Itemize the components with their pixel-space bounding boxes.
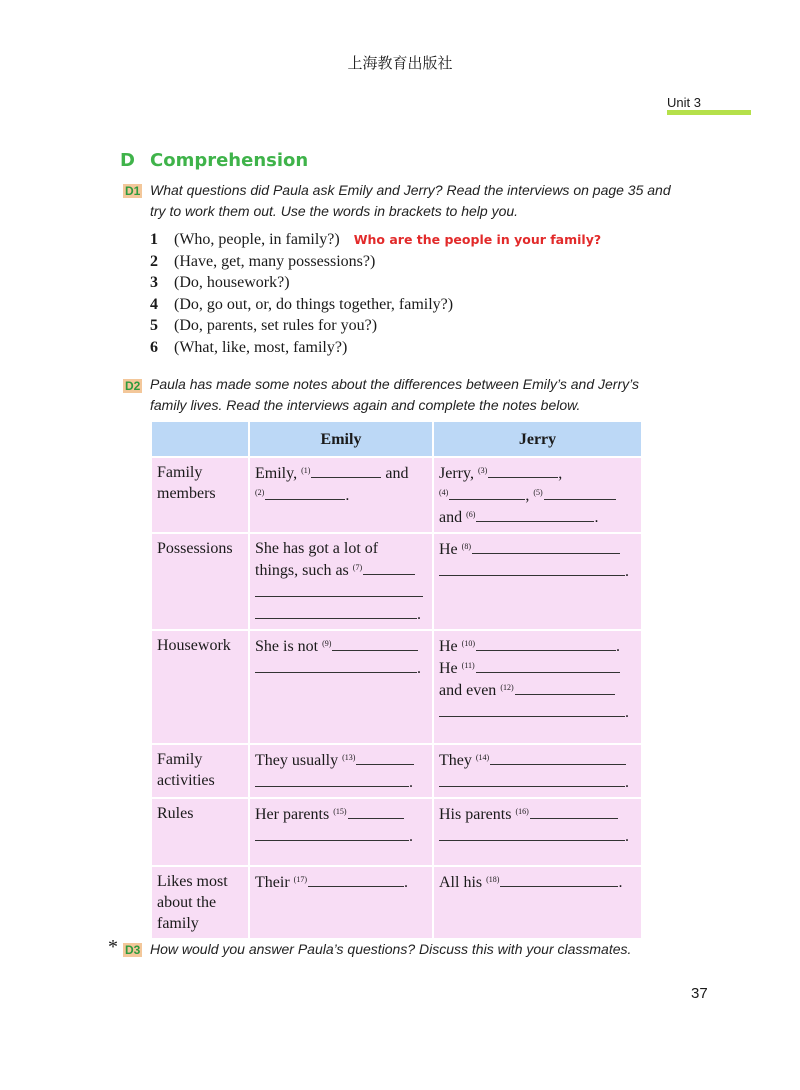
blank-7-continued[interactable] bbox=[255, 581, 423, 597]
header-jerry: Jerry bbox=[434, 422, 641, 456]
d2-tag: D2 bbox=[125, 379, 141, 393]
jerry-rules-cell: His parents $^{(16)}$ . bbox=[434, 799, 641, 865]
unit-label: Unit 3 bbox=[667, 95, 701, 110]
blank-12-continued[interactable] bbox=[439, 701, 625, 717]
emily-rules-cell: Her parents $^{(15)}$ . bbox=[250, 799, 432, 865]
question-number: 1 bbox=[150, 231, 158, 248]
emily-activities-cell: They usually $^{(13)}$ . bbox=[250, 745, 432, 797]
section-letter: D bbox=[120, 150, 135, 171]
emily-possessions-cell: She has got a lot of things, such as $^{(7)}$ . bbox=[250, 534, 432, 629]
d3-instruction: How would you answer Paula’s questions? Discuss this with your classmates. bbox=[150, 941, 632, 957]
blank-13-continued[interactable] bbox=[255, 771, 409, 787]
blank-16[interactable] bbox=[530, 803, 618, 819]
row-label-possessions: Possessions bbox=[152, 534, 248, 629]
question-text: (What, like, most, family?) bbox=[174, 338, 348, 356]
question-number: 5 bbox=[150, 317, 158, 334]
question-text: (Do, parents, set rules for you?) bbox=[174, 317, 378, 334]
question-number: 6 bbox=[150, 338, 158, 356]
header-emily: Emily bbox=[250, 422, 432, 456]
blank-16-continued[interactable] bbox=[439, 825, 625, 841]
question-list bbox=[150, 229, 601, 358]
table-row bbox=[152, 799, 641, 865]
table-row bbox=[152, 534, 641, 629]
table-row bbox=[152, 458, 641, 532]
blank-7[interactable] bbox=[363, 559, 415, 575]
blank-1[interactable] bbox=[311, 462, 381, 478]
blank-14-continued[interactable] bbox=[439, 771, 625, 787]
emily-family-members-cell: Emily, $^{(1)}$ and $^{(2)}$ . bbox=[250, 458, 432, 532]
d1-instruction-line2: try to work them out. Use the words in brackets to help you. bbox=[150, 203, 519, 219]
row-label-likes-most: Likes most about the family bbox=[152, 867, 248, 938]
blank-15-continued[interactable] bbox=[255, 825, 409, 841]
table-header-row bbox=[152, 422, 641, 456]
d2-instruction-line2: family lives. Read the interviews again and complete the notes below. bbox=[150, 397, 581, 413]
question-item bbox=[150, 294, 601, 316]
d2-instruction-line1: Paula has made some notes about the differences between Emily’s and Jerry’s bbox=[150, 376, 639, 392]
question-item bbox=[150, 251, 601, 273]
row-label-rules: Rules bbox=[152, 799, 248, 865]
d3-tag: D3 bbox=[125, 943, 141, 957]
blank-17[interactable] bbox=[308, 871, 404, 887]
question-number: 3 bbox=[150, 274, 158, 291]
emily-housework-cell: She is not $^{(9)}$ . bbox=[250, 631, 432, 743]
header-empty-cell bbox=[152, 422, 248, 456]
blank-18[interactable] bbox=[500, 871, 618, 887]
blank-9-continued[interactable] bbox=[255, 657, 417, 673]
blank-13[interactable] bbox=[356, 749, 414, 765]
row-label-housework: Housework bbox=[152, 631, 248, 743]
d1-instruction-line1: What questions did Paula ask Emily and Jerry? Read the interviews on page 35 and bbox=[150, 182, 671, 198]
challenge-star-mark: * bbox=[108, 936, 118, 958]
blank-5[interactable] bbox=[544, 484, 616, 500]
section-title: Comprehension bbox=[150, 150, 309, 171]
blank-12[interactable] bbox=[515, 679, 615, 695]
page-number: 37 bbox=[691, 985, 708, 1002]
jerry-activities-cell: They $^{(14)}$ . bbox=[434, 745, 641, 797]
table-row bbox=[152, 631, 641, 743]
blank-8[interactable] bbox=[472, 538, 620, 554]
blank-8-continued[interactable] bbox=[439, 560, 625, 576]
jerry-likes-cell: All his $^{(18)}$ . bbox=[434, 867, 641, 938]
question-text: (Do, go out, or, do things together, family?) bbox=[174, 295, 454, 313]
publisher-name: 上海教育出版社 bbox=[347, 54, 453, 72]
blank-10[interactable] bbox=[476, 635, 616, 651]
blank-14[interactable] bbox=[490, 749, 626, 765]
question-text: (Who, people, in family?) bbox=[174, 231, 340, 248]
blank-11[interactable] bbox=[476, 657, 620, 673]
jerry-housework-cell: He $^{(10)}$ . He $^{(11)}$ and even $^{(12)}$ . bbox=[434, 631, 641, 743]
blank-15[interactable] bbox=[348, 803, 404, 819]
question-number: 4 bbox=[150, 295, 158, 313]
question-item bbox=[150, 272, 601, 294]
blank-3[interactable] bbox=[488, 462, 558, 478]
question-item bbox=[150, 337, 601, 359]
unit-underline-bar bbox=[667, 110, 751, 115]
blank-6[interactable] bbox=[476, 506, 594, 522]
emily-likes-cell: Their $^{(17)}$ . bbox=[250, 867, 432, 938]
jerry-family-members-cell: Jerry, $^{(3)}$ , $^{(4)}$ , $^{(5)}$ and $^{(6)}$ . bbox=[434, 458, 641, 532]
sample-answer: Who are the people in your family? bbox=[353, 232, 602, 247]
question-number: 2 bbox=[150, 252, 158, 270]
table-row bbox=[152, 867, 641, 938]
row-label-family-activities: Family activities bbox=[152, 745, 248, 797]
question-item bbox=[150, 315, 601, 337]
jerry-possessions-cell: He $^{(8)}$ . bbox=[434, 534, 641, 629]
blank-7-continued[interactable] bbox=[255, 603, 417, 619]
question-text: (Have, get, many possessions?) bbox=[174, 252, 376, 270]
table-row bbox=[152, 745, 641, 797]
blank-4[interactable] bbox=[449, 484, 525, 500]
d1-tag: D1 bbox=[125, 184, 141, 198]
row-label-family-members: Family members bbox=[152, 458, 248, 532]
question-text: (Do, housework?) bbox=[174, 274, 290, 291]
question-item bbox=[150, 229, 601, 251]
blank-9[interactable] bbox=[332, 635, 418, 651]
notes-table bbox=[150, 420, 643, 940]
blank-2[interactable] bbox=[265, 484, 345, 500]
